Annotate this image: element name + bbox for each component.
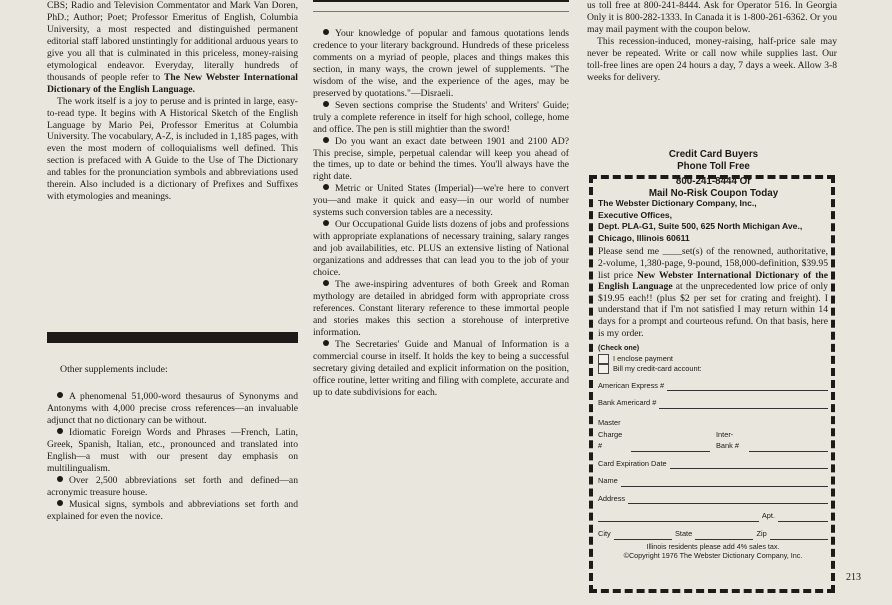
order-text	[598, 246, 828, 339]
intro-text: CBS; Radio and Television Commentator and Mark Van Doren, PhD.; Author; Poet; Professor Emeritus of English, Columbia University, a most respected and distinguished permanent editorial staff labored unstintingly for additional arduous years to give you all that is culminated in this priceless, money-raising etymological endeavor. Everyday, literally hundreds of thousands of people refer to	[47, 0, 298, 83]
bullet-icon	[323, 137, 329, 143]
address-line: The Webster Dictionary Company, Inc.,	[598, 198, 757, 208]
bullet-secretaries	[313, 339, 569, 399]
order-product-name: New Webster International Dictionary of the English Language	[598, 269, 828, 293]
field-line[interactable]	[770, 531, 828, 540]
top-rule	[313, 0, 569, 2]
address-line: Dept. PLA-G1, Suite 500, 625 North Michigan Ave.,	[598, 221, 803, 232]
master-charge-field[interactable]	[598, 417, 710, 452]
apt-field[interactable]	[598, 510, 828, 522]
copyright-note: ©Copyright 1976 The Webster Dictionary Company, Inc.	[623, 550, 803, 560]
intro-bold-title: The New Webster International Dictionary of the English Language.	[47, 71, 298, 95]
sale-paragraph: This recession-induced, money-raising, half-price sale may never be repeated. Write or call now while supplies last. Our toll-free lines are open 24 hours a day, 7 days a week. Allow 3-8 weeks for delivery.	[587, 35, 837, 83]
coupon-head-line: Phone Toll Free	[677, 160, 750, 172]
bullet-text: A phenomenal 51,000-word thesaurus of Synonyms and Antonyms with 4,000 precise cross references—an invaluable adjunct that no dictionary can be without.	[47, 391, 298, 426]
field-line[interactable]	[659, 400, 828, 409]
bullet-text: Idiomatic Foreign Words and Phrases —French, Latin, Greek, Spanish, Italian, etc., pronounced and translated into English—a must with our present day emphasis on multilingualism.	[47, 426, 298, 474]
page-number: 213	[846, 572, 861, 583]
bullet-text: Our Occupational Guide lists dozens of jobs and professions with appropriate explanations of necessary training, salary ranges and job availabilities, etc. PLUS an extensive listing of National organizations and addresses that can lead you to the job of your choice.	[313, 219, 569, 279]
check-one-label: (Check one)	[598, 343, 640, 353]
column-left	[47, 0, 298, 203]
bullet-writers-guide	[313, 100, 569, 136]
amex-field[interactable]	[598, 380, 828, 392]
bullet-text: Seven sections comprise the Students' and Writers' Guide; truly a complete reference in itself for high school, college, home and office. The pen is still mightier than the sword!	[313, 99, 569, 135]
bullet-icon	[57, 500, 63, 506]
other-supplements-heading: Other supplements include:	[60, 364, 168, 375]
field-label: Address	[598, 493, 626, 503]
field-label: Name	[598, 476, 618, 486]
option-bill-card[interactable]	[598, 364, 828, 374]
checkbox[interactable]	[598, 364, 609, 374]
field-line[interactable]	[778, 513, 828, 522]
field-label: State	[674, 529, 693, 539]
coupon-head-line: Credit Card Buyers	[668, 149, 759, 160]
name-field[interactable]	[598, 475, 828, 487]
thin-rule	[313, 11, 569, 12]
bullet-metric	[313, 183, 569, 219]
checkbox[interactable]	[598, 354, 609, 364]
field-line[interactable]	[614, 531, 672, 540]
order-text-1: Please send me ____set(s) of the renowned, authoritative, 2-volume, 1,380-page, 9-pound, 158,000-definition, $39.95 list price	[598, 246, 828, 281]
field-line[interactable]	[667, 382, 828, 391]
city-state-zip-field[interactable]	[598, 528, 828, 540]
bullet-icon	[323, 340, 329, 346]
toll-free-paragraph: us toll free at 800-241-8444. Ask for Operator 516. In Georgia Only it is 800-282-1333. In Canada it is 1-800-261-6362. Or you may mail payment with the coupon below.	[587, 0, 837, 35]
bullet-icon	[323, 29, 329, 35]
bullet-icon	[57, 428, 63, 434]
address-line: Executive Offices,	[598, 209, 673, 220]
field-label: Bank Americard #	[598, 398, 657, 408]
bullet-abbreviations	[47, 475, 298, 499]
field-label: Card Expiration Date	[598, 458, 667, 468]
column-left-bullets	[47, 391, 298, 522]
bullet-musical	[47, 499, 298, 523]
card-expiration-field[interactable]	[598, 458, 828, 470]
bullet-text: Musical signs, symbols and abbreviations set forth and explained for even the novice.	[47, 498, 298, 522]
bullet-text: The Secretaries' Guide and Manual of Information is a commercial course in itself. It holds the key to being a successful secretary giving detailed and explicit information on the position, office routine, letter writing and filing with complete, accurate and up to date subdivisions for each.	[313, 338, 569, 398]
column-right	[587, 0, 837, 84]
field-line[interactable]	[631, 443, 710, 452]
option-enclose-payment[interactable]	[598, 354, 828, 364]
bullet-thesaurus	[47, 391, 298, 427]
address-line: Chicago, Illinois 60611	[598, 232, 690, 243]
bankamericard-field[interactable]	[598, 397, 828, 409]
bullet-mythology	[313, 279, 569, 339]
bullet-text: Your knowledge of popular and famous quotations lends credence to your literary background. Hundreds of these priceless comments on a myriad of people, places and things makes this section, in many ways, the crown jewel of supplements. "The wisdom of the wise, and the experience of the ages, may be preserved by quotations."—Disraeli.	[313, 28, 569, 99]
field-label: Inter-Bank #	[716, 429, 740, 451]
field-line[interactable]	[670, 460, 828, 469]
field-label: City	[598, 529, 611, 539]
order-coupon	[598, 198, 828, 560]
option-label: I enclose payment	[613, 353, 673, 363]
bullet-text: The awe-inspiring adventures of both Greek and Roman mythology are detailed in abridged form with appropriate cross references. Constant literary reference to these immortal people and stories makes this section a storehouse of interpretive information.	[313, 279, 569, 338]
order-text-2: at the unprecedented low price of only $19.95 each!! (plus $2 per set for crating and freight). I understand that if I'm not satisfied I may return within 14 days for a prompt and courteous refund. On that basis, here is my order.	[598, 281, 828, 339]
bullet-quotations	[313, 28, 569, 100]
tax-note: Illinois residents please add 4% sales tax.	[646, 541, 780, 551]
coupon-head-line: Mail No-Risk Coupon Today	[648, 187, 779, 199]
field-label: Zip	[756, 529, 767, 539]
column-middle	[313, 28, 569, 399]
field-line[interactable]	[621, 478, 828, 487]
option-label: Bill my credit-card account:	[613, 363, 702, 373]
inter-bank-field[interactable]	[716, 417, 828, 452]
bullet-icon	[323, 280, 329, 286]
bullet-icon	[323, 220, 329, 226]
bullet-icon	[323, 184, 329, 190]
field-line[interactable]	[598, 513, 759, 522]
bullet-icon	[323, 101, 329, 107]
bullet-text: Over 2,500 abbreviations set forth and defined—an acronymic treasure house.	[47, 474, 298, 498]
bullet-icon	[57, 476, 63, 482]
bullet-text: Do you want an exact date between 1901 and 2100 AD? This precise, simple, perpetual calendar will keep you ahead of the times, up to date or behind the times. You'll always have the right date.	[313, 135, 569, 183]
intro-paragraph	[47, 0, 298, 96]
bullet-occupational	[313, 219, 569, 279]
address-field[interactable]	[598, 493, 828, 505]
company-address	[598, 198, 828, 244]
bullet-text: Metric or United States (Imperial)—we're here to convert you—and make it quick and easy—in our world of number systems such conversion tables are a necessity.	[313, 183, 569, 219]
bullet-icon	[57, 392, 63, 398]
field-line[interactable]	[695, 531, 753, 540]
charge-fields	[598, 411, 828, 452]
field-line[interactable]	[628, 495, 828, 504]
bullet-calendar	[313, 136, 569, 184]
field-label: American Express #	[598, 380, 665, 390]
paragraph-contents: The work itself is a joy to peruse and is printed in large, easy-to-read type. It begins with A Historical Sketch of the English Language by Mario Pei, Professor Emeritus at Columbia University. The vocabulary, A-Z, is included in 1,185 pages, with even the most modern of colloquialisms well defined. This section is prefaced with A Guide to the Use of The Dictionary and tables for the pronunciation symbols and abbreviations used therein. Also included is a dictionary of Prefixes and Suffixes with etymologies and meanings.	[47, 95, 298, 203]
field-label: Apt.	[761, 511, 775, 521]
bullet-idioms	[47, 427, 298, 475]
coupon-phone: 800-241-8444 Or	[675, 176, 752, 188]
field-line[interactable]	[749, 443, 828, 452]
field-label: Master Charge #	[598, 417, 623, 451]
divider-bar	[47, 332, 298, 343]
